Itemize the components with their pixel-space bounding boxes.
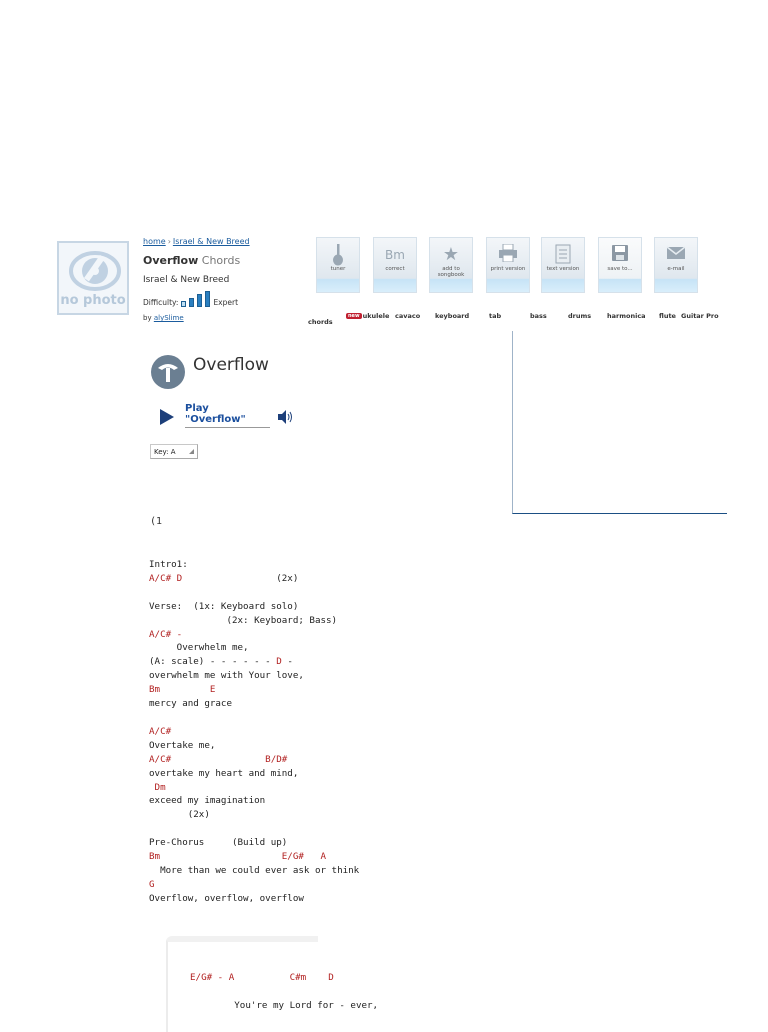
chord-sheet [149, 558, 359, 906]
breadcrumb: home › Israel & New Breed [143, 237, 250, 246]
lyric-line [149, 586, 359, 600]
chord-line: A/C# - [149, 628, 183, 640]
chord-line: (A: scale) - - - - - - D - [149, 656, 293, 668]
lyric-line: exceed my imagination [149, 795, 266, 807]
printer-icon [487, 244, 529, 266]
document-icon [542, 244, 584, 266]
chord-line: Bm E [149, 684, 216, 696]
side-panel [512, 331, 727, 514]
speaker-icon[interactable] [277, 409, 293, 429]
lyric-line: Intro1: [149, 559, 188, 570]
key-selector[interactable] [150, 444, 198, 459]
tab-ukulele[interactable] [346, 312, 389, 320]
save-to-label: save to... [607, 266, 633, 272]
lyric-line: Overflow, overflow, overflow [149, 892, 304, 904]
key-value: A [170, 448, 176, 456]
sheet-marker: (1 [150, 516, 163, 527]
tab-tab[interactable]: tab [489, 312, 502, 320]
chord-line: Dm [149, 781, 166, 793]
tab-bass[interactable]: bass [530, 312, 547, 320]
add-to-songbook-label: add to songbook [437, 266, 465, 278]
tab-cavaco[interactable]: cavaco [395, 312, 421, 320]
chord-bm-icon: Bm [385, 248, 405, 262]
lyric-line: More than we could ever ask or think [149, 864, 360, 876]
difficulty-label: Difficulty: [143, 298, 179, 307]
print-version-button[interactable] [486, 237, 530, 293]
guitar-icon [317, 244, 359, 266]
page-title [143, 254, 240, 267]
tab-ukulele-label: ukulele [362, 312, 390, 320]
author-line [143, 314, 184, 322]
difficulty-bar [205, 291, 210, 308]
tab-chords[interactable]: chords [308, 318, 333, 326]
artist-name[interactable]: Israel & New Breed [143, 275, 230, 285]
save-to-button[interactable] [598, 237, 642, 293]
email-button[interactable] [654, 237, 698, 293]
title-kind: Chords [201, 254, 241, 267]
difficulty-bars [181, 291, 210, 308]
new-badge: new [348, 313, 360, 319]
envelope-icon [655, 244, 697, 266]
snippet-chord-line: E/G# - A C#m D [190, 971, 334, 983]
lyric-line: (2x: Keyboard; Bass) [149, 614, 338, 626]
tuner-label: tuner [330, 266, 346, 272]
lyric-line: overwhelm me with Your love, [149, 670, 304, 682]
dropdown-arrow-icon [189, 449, 194, 454]
chord-line: A/C# [149, 725, 172, 737]
difficulty-meter [143, 287, 238, 307]
chord-line: A/C# B/D# [149, 753, 288, 765]
text-version-button[interactable] [541, 237, 585, 293]
email-label: e-mail [667, 266, 685, 272]
difficulty-bar [181, 301, 186, 307]
lyric-line [149, 711, 359, 725]
lyric-line: overtake my heart and mind, [149, 767, 299, 779]
tab-keyboard[interactable]: keyboard [435, 312, 470, 320]
tab-harmonica[interactable]: harmonica [607, 312, 646, 320]
chord-snippet [190, 957, 378, 1027]
text-version-label: text version [546, 266, 580, 272]
song-title: Overflow [143, 254, 199, 267]
print-version-label: print version [490, 266, 526, 272]
lyric-line: Overwhelm me, [149, 642, 249, 654]
lyric-line: (2x) [149, 809, 210, 821]
breadcrumb-artist[interactable]: Israel & New Breed [172, 237, 250, 246]
lyric-line: Pre-Chorus (Build up) [149, 837, 288, 849]
correct-button[interactable] [373, 237, 417, 293]
guitar-photo-icon [69, 251, 121, 291]
lyric-line [149, 822, 359, 836]
difficulty-value: Expert [213, 298, 239, 307]
play-icon[interactable] [160, 409, 174, 429]
author-link[interactable]: alySlime [153, 314, 184, 322]
lyric-line: Verse: (1x: Keyboard solo) [149, 600, 299, 612]
add-to-songbook-button[interactable] [429, 237, 473, 293]
chord-line: Bm E/G# A [149, 851, 327, 863]
by-label: by [143, 314, 152, 322]
tab-guitar-pro[interactable]: Guitar Pro [681, 312, 719, 320]
key-label: Key: [154, 448, 169, 456]
chord-span: D [276, 656, 282, 668]
site-logo-icon [150, 354, 186, 390]
floppy-disk-icon [599, 244, 641, 266]
artist-photo-placeholder [57, 241, 129, 315]
tab-flute[interactable]: flute [659, 312, 676, 320]
tab-drums[interactable]: drums [568, 312, 592, 320]
difficulty-bar [189, 298, 194, 308]
play-song-link[interactable]: Play "Overflow" [185, 403, 270, 428]
breadcrumb-home[interactable]: home [143, 237, 166, 246]
chord-line: A/C# D (2x) [149, 572, 299, 584]
lyric-line: mercy and grace [149, 698, 232, 710]
photo-caption: no photo [60, 293, 126, 308]
correct-label: correct [385, 266, 405, 272]
chord-span: A/C# D [149, 572, 183, 584]
star-icon: ★ [442, 244, 460, 265]
song-heading: Overflow [193, 355, 269, 375]
chord-line: G [149, 878, 155, 890]
snippet-lyric-line: You're my Lord for - ever, [190, 999, 379, 1011]
tuner-button[interactable] [316, 237, 360, 293]
lyric-line: Overtake me, [149, 739, 216, 751]
difficulty-bar [197, 294, 202, 307]
